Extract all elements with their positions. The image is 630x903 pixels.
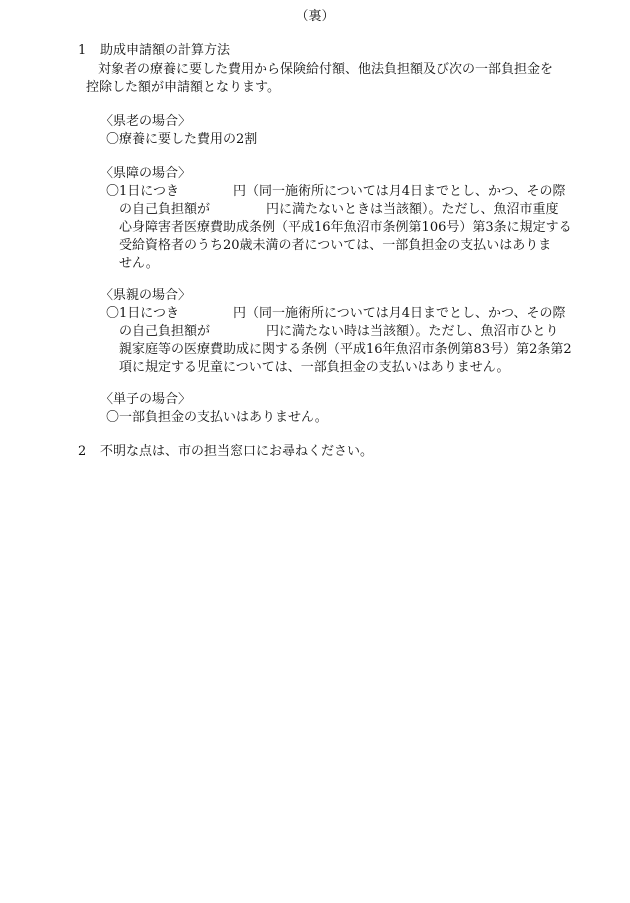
- child-case-line1: 〇一部負担金の支払いはありません。: [106, 410, 328, 425]
- section1-intro-line1: 対象者の療養に要した費用から保険給付額、他法負担額及び次の一部負担金を: [98, 62, 554, 77]
- single-parent-case-line1-a: 〇1日につき: [106, 306, 180, 321]
- section1-heading: 助成申請額の計算方法: [100, 43, 231, 58]
- elderly-case-heading: 〈県老の場合〉: [100, 114, 192, 129]
- section2-number: 2: [78, 444, 87, 459]
- elderly-case-line1: 〇療養に要した費用の2割: [106, 132, 258, 147]
- section2-text: 不明な点は、市の担当窓口にお尋ねください。: [100, 444, 374, 459]
- section1-intro-line2: 控除した額が申請額となります。: [86, 80, 280, 95]
- single-parent-case-line3: 親家庭等の医療費助成に関する条例（平成16年魚沼市条例第83号）第2条第2: [119, 342, 572, 357]
- section1-number: 1: [78, 43, 87, 58]
- disabled-case-line1-b: 円（同一施術所については月4日までとし、かつ、その際: [233, 184, 566, 199]
- disabled-case-line5: せん。: [119, 256, 159, 271]
- disabled-case-heading: 〈県障の場合〉: [100, 166, 192, 181]
- single-parent-case-line1-b: 円（同一施術所については月4日までとし、かつ、その際: [233, 306, 566, 321]
- disabled-case-line2-b: 円に満たないときは当該額）。ただし、魚沼市重度: [266, 202, 559, 217]
- disabled-case-line1-a: 〇1日につき: [106, 184, 180, 199]
- single-parent-case-line2-a: の自己負担額が: [119, 324, 211, 339]
- disabled-case-line3: 心身障害者医療費助成条例（平成16年魚沼市条例第106号）第3条に規定する: [119, 220, 572, 235]
- child-case-heading: 〈単子の場合〉: [100, 392, 192, 407]
- disabled-case-line2-a: の自己負担額が: [119, 202, 211, 217]
- page-title: （裏）: [295, 9, 335, 24]
- single-parent-case-heading: 〈県親の場合〉: [100, 288, 192, 303]
- single-parent-case-line2-b: 円に満たない時は当該額）。ただし、魚沼市ひとり: [266, 324, 559, 339]
- disabled-case-line4: 受給資格者のうち20歳未満の者については、一部負担金の支払いはありま: [119, 238, 552, 253]
- single-parent-case-line4: 項に規定する児童については、一部負担金の支払いはありません。: [119, 360, 510, 375]
